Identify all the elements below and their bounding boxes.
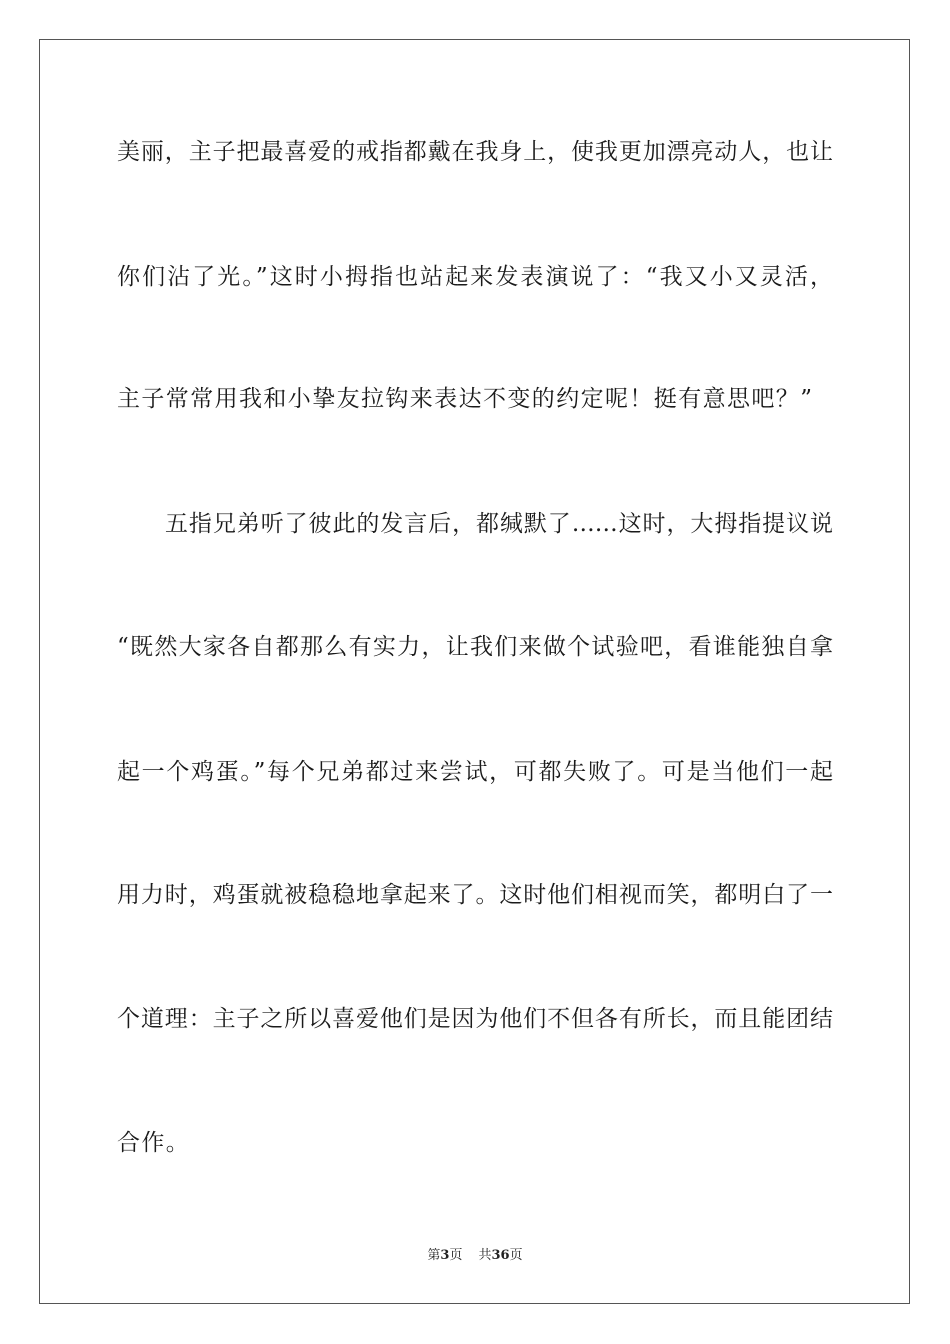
body-line-3: 主子常常用我和小挚友拉钩来表达不变的约定呢！挺有意思吧？” — [117, 386, 814, 412]
page-number: 3 — [440, 1248, 450, 1263]
total-suffix: 页 — [509, 1248, 523, 1263]
body-line-6: 起一个鸡蛋。”每个兄弟都过来尝试，可都失败了。可是当他们一起 — [117, 759, 833, 785]
body-line-7: 用力时，鸡蛋就被稳稳地拿起来了。这时他们相视而笑，都明白了一 — [117, 882, 833, 908]
body-line-5: “既然大家各自都那么有实力，让我们来做个试验吧，看谁能独自拿 — [117, 634, 833, 660]
body-line-1: 美丽，主子把最喜爱的戒指都戴在我身上，使我更加漂亮动人，也让 — [117, 139, 833, 165]
total-prefix: 共 — [478, 1248, 492, 1263]
body-line-9: 合作。 — [117, 1130, 191, 1156]
page-prefix: 第 — [427, 1248, 441, 1263]
page-footer — [0, 1247, 950, 1265]
body-line-4: 五指兄弟听了彼此的发言后，都缄默了……这时，大拇指提议说 — [165, 511, 833, 537]
total-pages: 36 — [491, 1248, 510, 1263]
page-suffix: 页 — [449, 1248, 463, 1263]
body-line-2: 你们沾了光。”这时小拇指也站起来发表演说了：“我又小又灵活， — [117, 264, 833, 290]
page-frame — [39, 39, 910, 1304]
body-line-8: 个道理：主子之所以喜爱他们是因为他们不但各有所长，而且能团结 — [117, 1006, 833, 1032]
